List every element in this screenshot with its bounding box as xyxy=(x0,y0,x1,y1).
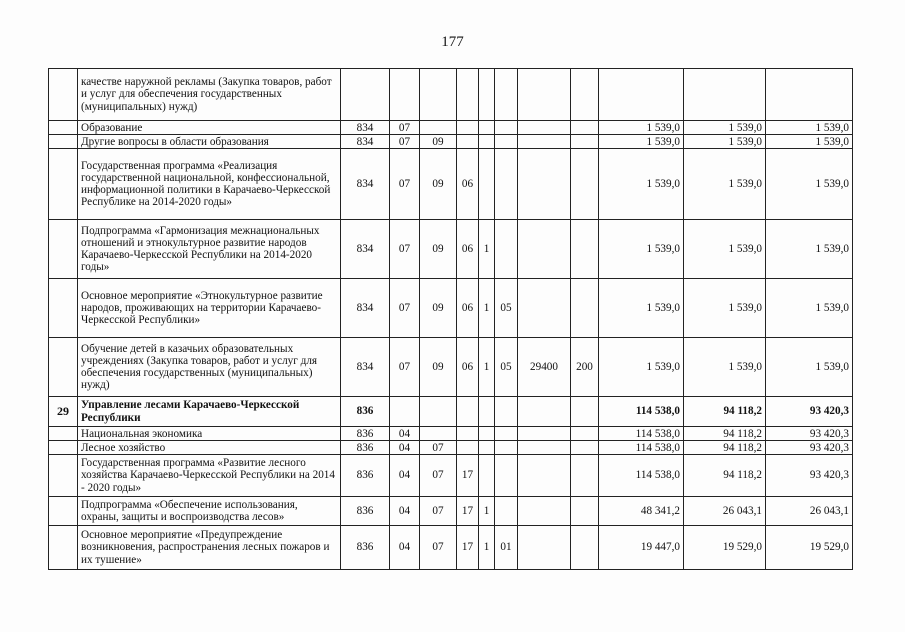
subsection-code: 07 xyxy=(420,441,457,455)
ved-code: 836 xyxy=(341,427,390,441)
direction-code xyxy=(518,441,571,455)
amount-year3: 1 539,0 xyxy=(766,135,853,149)
subprogram-code xyxy=(479,455,495,497)
row-name: Другие вопросы в области образования xyxy=(78,135,341,149)
amount-year3: 93 420,3 xyxy=(766,397,853,427)
subsection-code: 09 xyxy=(420,149,457,220)
amount-year3: 93 420,3 xyxy=(766,441,853,455)
subsection-code xyxy=(420,121,457,135)
ved-code: 834 xyxy=(341,338,390,397)
row-number xyxy=(49,441,78,455)
direction-code xyxy=(518,455,571,497)
row-name: качестве наружной рекламы (Закупка товаров, работ и услуг для обеспечения государственных (муниципальных) нужд) xyxy=(78,69,341,121)
row-number xyxy=(49,455,78,497)
amount-year3: 1 539,0 xyxy=(766,338,853,397)
expense-type-code xyxy=(571,279,599,338)
amount-year2: 94 118,2 xyxy=(684,455,766,497)
row-number xyxy=(49,135,78,149)
measure-code xyxy=(495,121,518,135)
direction-code xyxy=(518,397,571,427)
amount-year3 xyxy=(766,69,853,121)
table-row xyxy=(49,279,853,338)
measure-code: 05 xyxy=(495,279,518,338)
amount-year1: 19 447,0 xyxy=(599,526,684,570)
direction-code: 29400 xyxy=(518,338,571,397)
subprogram-code xyxy=(479,69,495,121)
direction-code xyxy=(518,427,571,441)
program-code: 06 xyxy=(457,149,479,220)
direction-code xyxy=(518,497,571,526)
amount-year3: 19 529,0 xyxy=(766,526,853,570)
row-number xyxy=(49,149,78,220)
subsection-code: 07 xyxy=(420,497,457,526)
amount-year1: 1 539,0 xyxy=(599,121,684,135)
expense-type-code xyxy=(571,526,599,570)
amount-year2: 1 539,0 xyxy=(684,279,766,338)
row-name: Управление лесами Карачаево-Черкесской Республики xyxy=(78,397,341,427)
subprogram-code xyxy=(479,135,495,149)
row-name: Образование xyxy=(78,121,341,135)
subsection-code xyxy=(420,69,457,121)
amount-year1: 114 538,0 xyxy=(599,441,684,455)
subprogram-code: 1 xyxy=(479,526,495,570)
direction-code xyxy=(518,279,571,338)
measure-code xyxy=(495,135,518,149)
section-code: 04 xyxy=(390,497,420,526)
table-row xyxy=(49,338,853,397)
direction-code xyxy=(518,526,571,570)
table-row xyxy=(49,427,853,441)
ved-code: 834 xyxy=(341,121,390,135)
budget-table xyxy=(48,68,853,570)
section-code: 04 xyxy=(390,455,420,497)
section-code xyxy=(390,397,420,427)
section-code: 04 xyxy=(390,526,420,570)
program-code: 06 xyxy=(457,279,479,338)
table-row xyxy=(49,455,853,497)
subsection-code xyxy=(420,397,457,427)
amount-year2: 94 118,2 xyxy=(684,427,766,441)
row-number xyxy=(49,526,78,570)
subprogram-code: 1 xyxy=(479,338,495,397)
subsection-code: 07 xyxy=(420,455,457,497)
program-code xyxy=(457,135,479,149)
direction-code xyxy=(518,220,571,279)
program-code xyxy=(457,427,479,441)
amount-year3: 1 539,0 xyxy=(766,149,853,220)
table-row xyxy=(49,441,853,455)
row-name: Обучение детей в казачьих образовательных учреждениях (Закупка товаров, работ и услуг для обеспечения государственных (муниципальных) нужд) xyxy=(78,338,341,397)
amount-year2: 1 539,0 xyxy=(684,121,766,135)
expense-type-code xyxy=(571,149,599,220)
section-code xyxy=(390,69,420,121)
program-code: 06 xyxy=(457,338,479,397)
subprogram-code xyxy=(479,149,495,220)
program-code xyxy=(457,121,479,135)
amount-year3: 1 539,0 xyxy=(766,121,853,135)
subsection-code: 09 xyxy=(420,279,457,338)
row-number xyxy=(49,69,78,121)
row-name: Лесное хозяйство xyxy=(78,441,341,455)
ved-code: 834 xyxy=(341,149,390,220)
amount-year1: 48 341,2 xyxy=(599,497,684,526)
row-name: Подпрограмма «Гармонизация межнациональных отношений и этнокультурное развитие народов Карачаево-Черкесской Республики на 2014-2020 годы» xyxy=(78,220,341,279)
section-code: 04 xyxy=(390,427,420,441)
table-row xyxy=(49,397,853,427)
expense-type-code xyxy=(571,121,599,135)
table-row xyxy=(49,149,853,220)
expense-type-code xyxy=(571,441,599,455)
amount-year1: 114 538,0 xyxy=(599,427,684,441)
measure-code xyxy=(495,497,518,526)
table-row xyxy=(49,69,853,121)
amount-year2 xyxy=(684,69,766,121)
ved-code: 836 xyxy=(341,397,390,427)
amount-year3: 93 420,3 xyxy=(766,455,853,497)
amount-year1 xyxy=(599,69,684,121)
expense-type-code xyxy=(571,497,599,526)
ved-code: 836 xyxy=(341,441,390,455)
amount-year2: 94 118,2 xyxy=(684,441,766,455)
ved-code: 834 xyxy=(341,220,390,279)
section-code: 07 xyxy=(390,121,420,135)
section-code: 07 xyxy=(390,149,420,220)
amount-year2: 1 539,0 xyxy=(684,135,766,149)
amount-year1: 1 539,0 xyxy=(599,149,684,220)
amount-year2: 26 043,1 xyxy=(684,497,766,526)
amount-year1: 1 539,0 xyxy=(599,135,684,149)
ved-code: 834 xyxy=(341,135,390,149)
direction-code xyxy=(518,135,571,149)
amount-year2: 94 118,2 xyxy=(684,397,766,427)
amount-year1: 1 539,0 xyxy=(599,220,684,279)
expense-type-code xyxy=(571,220,599,279)
subsection-code: 09 xyxy=(420,338,457,397)
expense-type-code xyxy=(571,69,599,121)
ved-code xyxy=(341,69,390,121)
row-name: Основное мероприятие «Предупреждение возникновения, распространения лесных пожаров и их тушение» xyxy=(78,526,341,570)
amount-year2: 1 539,0 xyxy=(684,149,766,220)
row-number xyxy=(49,121,78,135)
program-code: 17 xyxy=(457,455,479,497)
row-name: Государственная программа «Развитие лесного хозяйства Карачаево-Черкесской Республики на 2014 - 2020 годы» xyxy=(78,455,341,497)
row-number: 29 xyxy=(49,397,78,427)
measure-code xyxy=(495,427,518,441)
amount-year3: 93 420,3 xyxy=(766,427,853,441)
section-code: 07 xyxy=(390,220,420,279)
section-code: 07 xyxy=(390,135,420,149)
amount-year3: 1 539,0 xyxy=(766,220,853,279)
program-code: 17 xyxy=(457,526,479,570)
amount-year3: 1 539,0 xyxy=(766,279,853,338)
expense-type-code xyxy=(571,135,599,149)
expense-type-code xyxy=(571,427,599,441)
row-name: Подпрограмма «Обеспечение использования, охраны, защиты и воспроизводства лесов» xyxy=(78,497,341,526)
measure-code xyxy=(495,441,518,455)
ved-code: 836 xyxy=(341,455,390,497)
row-name: Основное мероприятие «Этнокультурное развитие народов, проживающих на территории Карачаево-Черкесской Республики» xyxy=(78,279,341,338)
row-number xyxy=(49,497,78,526)
amount-year2: 1 539,0 xyxy=(684,220,766,279)
expense-type-code xyxy=(571,397,599,427)
ved-code: 836 xyxy=(341,526,390,570)
subprogram-code xyxy=(479,441,495,455)
row-name: Государственная программа «Реализация государственной национальной, конфессиональной, информационной политики в Карачаево-Черкесской Республике на 2014-2020 годы» xyxy=(78,149,341,220)
direction-code xyxy=(518,69,571,121)
subsection-code: 09 xyxy=(420,220,457,279)
row-name: Национальная экономика xyxy=(78,427,341,441)
measure-code: 05 xyxy=(495,338,518,397)
subprogram-code: 1 xyxy=(479,279,495,338)
row-number xyxy=(49,338,78,397)
amount-year1: 114 538,0 xyxy=(599,397,684,427)
amount-year2: 19 529,0 xyxy=(684,526,766,570)
program-code: 17 xyxy=(457,497,479,526)
subsection-code: 09 xyxy=(420,135,457,149)
direction-code xyxy=(518,121,571,135)
subsection-code: 07 xyxy=(420,526,457,570)
amount-year3: 26 043,1 xyxy=(766,497,853,526)
section-code: 04 xyxy=(390,441,420,455)
program-code: 06 xyxy=(457,220,479,279)
ved-code: 836 xyxy=(341,497,390,526)
program-code xyxy=(457,397,479,427)
amount-year2: 1 539,0 xyxy=(684,338,766,397)
section-code: 07 xyxy=(390,338,420,397)
subprogram-code xyxy=(479,427,495,441)
subsection-code xyxy=(420,427,457,441)
expense-type-code: 200 xyxy=(571,338,599,397)
measure-code xyxy=(495,455,518,497)
page-number: 177 xyxy=(441,34,464,50)
direction-code xyxy=(518,149,571,220)
row-number xyxy=(49,279,78,338)
subprogram-code: 1 xyxy=(479,220,495,279)
row-number xyxy=(49,427,78,441)
amount-year1: 1 539,0 xyxy=(599,279,684,338)
expense-type-code xyxy=(571,455,599,497)
subprogram-code xyxy=(479,121,495,135)
measure-code xyxy=(495,149,518,220)
table-row xyxy=(49,497,853,526)
subprogram-code: 1 xyxy=(479,497,495,526)
program-code xyxy=(457,69,479,121)
table-row xyxy=(49,526,853,570)
row-number xyxy=(49,220,78,279)
measure-code xyxy=(495,220,518,279)
amount-year1: 1 539,0 xyxy=(599,338,684,397)
program-code xyxy=(457,441,479,455)
measure-code xyxy=(495,397,518,427)
table-row xyxy=(49,135,853,149)
section-code: 07 xyxy=(390,279,420,338)
measure-code xyxy=(495,69,518,121)
amount-year1: 114 538,0 xyxy=(599,455,684,497)
table-row xyxy=(49,220,853,279)
table-row xyxy=(49,121,853,135)
ved-code: 834 xyxy=(341,279,390,338)
measure-code: 01 xyxy=(495,526,518,570)
subprogram-code xyxy=(479,397,495,427)
